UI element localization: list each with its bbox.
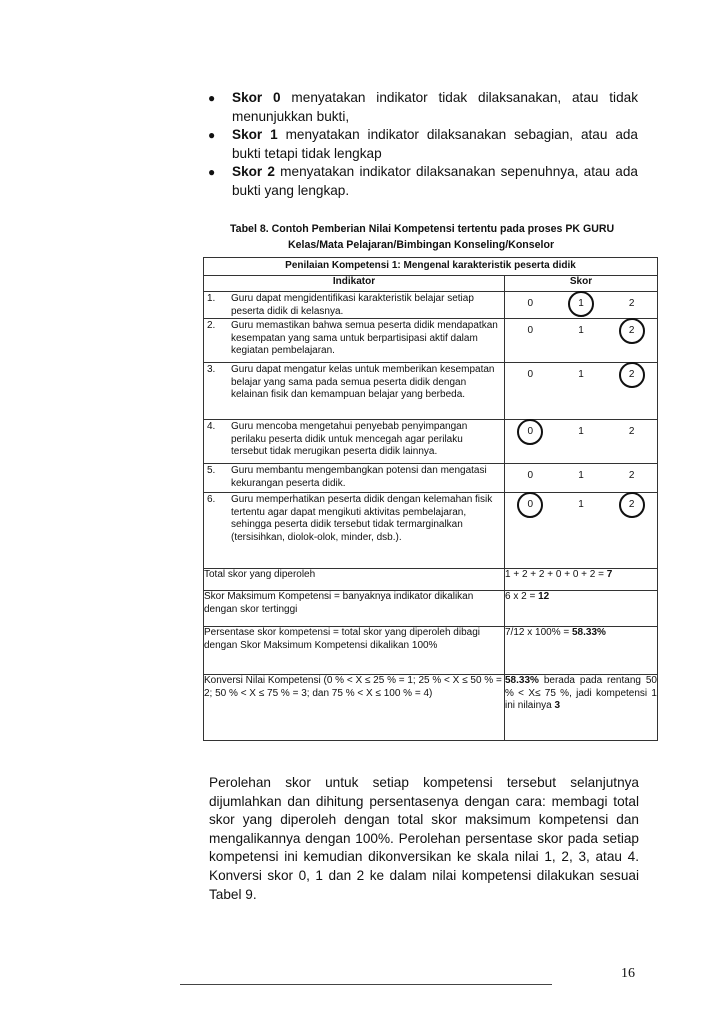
score-definitions-list bbox=[206, 89, 638, 200]
score-2: 2 bbox=[617, 499, 647, 512]
row-number: 1. bbox=[207, 293, 216, 304]
bullet-icon: ● bbox=[208, 91, 216, 105]
row-indicator: Guru dapat mengatur kelas untuk memberikan kesempatan belajar yang sama pada semua peserta didik dengan kelainan fisik dan kemampuan belajar yang berbeda. bbox=[231, 364, 495, 401]
summary-label: Konversi Nilai Kompetensi (0 % < X ≤ 25 % = 1; 25 % < X ≤ 50 % = 2; 50 % < X ≤ 75 % = 3; dan 75 % < X ≤ 100 % = 4) bbox=[204, 675, 505, 741]
score-1: 1 bbox=[578, 325, 584, 337]
score-label: Skor 2 bbox=[232, 164, 275, 179]
table-caption bbox=[230, 221, 630, 253]
row-number: 5. bbox=[207, 465, 216, 477]
row-indicator: Guru mencoba mengetahui penyebab penyimpangan perilaku peserta didik untuk mencegah agar perilaku tersebut tidak merugikan peserta didik lainnya. bbox=[231, 421, 468, 458]
score-label: Skor 1 bbox=[232, 127, 278, 142]
column-header-indikator: Indikator bbox=[204, 276, 505, 292]
list-item bbox=[206, 89, 638, 126]
score-label: Skor 0 bbox=[232, 90, 281, 105]
page-number: 16 bbox=[621, 966, 635, 981]
bullet-icon: ● bbox=[208, 128, 216, 142]
score-description: menyatakan indikator dilaksanakan sepenuhnya, atau ada bukti yang lengkap. bbox=[232, 164, 638, 198]
table-row bbox=[204, 420, 658, 464]
score-1: 1 bbox=[566, 298, 596, 311]
table-row bbox=[204, 292, 658, 319]
score-0: 0 bbox=[527, 470, 534, 482]
summary-row-total bbox=[204, 569, 658, 591]
list-item bbox=[206, 126, 638, 163]
table-row bbox=[204, 363, 658, 420]
summary-value: 1 + 2 + 2 + 0 + 0 + 2 = 7 bbox=[505, 569, 658, 591]
row-number: 4. bbox=[207, 421, 216, 433]
caption-line-1: Tabel 8. Contoh Pemberian Nilai Kompetensi tertentu pada proses PK GURU bbox=[230, 223, 615, 235]
row-number: 6. bbox=[207, 494, 216, 506]
caption-line-2: Kelas/Mata Pelajaran/Bimbingan Konseling/Konselor bbox=[288, 239, 555, 251]
summary-row-max bbox=[204, 591, 658, 627]
summary-value: 58.33% berada pada rentang 50 % < X≤ 75 %, jadi kompetensi 1 ini nilainya 3 bbox=[505, 675, 658, 741]
row-indicator: Guru memastikan bahwa semua peserta didik mendapatkan kesempatan yang sama untuk berpartisipasi aktif dalam kegiatan pembelajaran. bbox=[231, 320, 498, 357]
summary-label: Total skor yang diperoleh bbox=[204, 569, 505, 591]
circle-mark bbox=[517, 419, 543, 445]
body-paragraph: Perolehan skor untuk setiap kompetensi tersebut selanjutnya dijumlahkan dan dihitung persentasenya dengan cara: membagi total skor yang diperoleh dengan total skor maksimum kompetensi dan mengalikannya dengan 100%. Perolehan persentase skor pada setiap kompetensi ini kemudian dikonversikan ke skala nilai 1, 2, 3, atau 4. Konversi skor 0, 1 dan 2 ke dalam nilai kompetensi dilakukan sesuai Tabel 9. bbox=[209, 775, 639, 902]
competency-table bbox=[203, 257, 658, 741]
score-description: menyatakan indikator tidak dilaksanakan, atau tidak menunjukkan bukti, bbox=[232, 90, 638, 124]
summary-value: 6 x 2 = 12 bbox=[505, 591, 658, 627]
score-1: 1 bbox=[578, 426, 584, 438]
row-number: 3. bbox=[207, 364, 216, 376]
row-indicator: Guru membantu mengembangkan potensi dan mengatasi kekurangan peserta didik. bbox=[231, 465, 487, 489]
row-indicator: Guru memperhatikan peserta didik dengan kelemahan fisik tertentu agar dapat mengikuti aktivitas pembelajaran, sehingga peserta didik tersebut tidak termarginalkan (tersisihkan, diolok-olok, minder, dsb.). bbox=[231, 494, 493, 543]
bullet-icon: ● bbox=[208, 165, 216, 179]
summary-value: 7/12 x 100% = 58.33% bbox=[505, 627, 658, 675]
score-0: 0 bbox=[527, 369, 534, 381]
score-1: 1 bbox=[578, 470, 584, 482]
circle-mark bbox=[619, 318, 645, 344]
circle-mark bbox=[619, 362, 645, 388]
footer-divider bbox=[180, 984, 552, 985]
score-0: 0 bbox=[527, 325, 534, 337]
score-0: 0 bbox=[515, 499, 545, 512]
list-item bbox=[206, 163, 638, 200]
row-indicator: Guru dapat mengidentifikasi karakteristik belajar setiap peserta didik di kelasnya. bbox=[231, 293, 474, 317]
score-0: 0 bbox=[515, 426, 545, 439]
summary-row-percentage bbox=[204, 627, 658, 675]
summary-row-conversion bbox=[204, 675, 658, 741]
table-row bbox=[204, 493, 658, 569]
table-row bbox=[204, 319, 658, 363]
circle-mark bbox=[619, 492, 645, 518]
score-2: 2 bbox=[628, 470, 635, 482]
summary-label: Persentase skor kompetensi = total skor yang diperoleh dibagi dengan Skor Maksimum Kompetensi dikalikan 100% bbox=[204, 627, 505, 675]
score-2: 2 bbox=[628, 298, 635, 309]
row-number: 2. bbox=[207, 320, 216, 332]
table-row bbox=[204, 464, 658, 493]
score-2: 2 bbox=[628, 426, 635, 438]
score-0: 0 bbox=[527, 298, 534, 309]
score-1: 1 bbox=[578, 369, 584, 381]
score-1: 1 bbox=[578, 499, 584, 511]
circle-mark bbox=[517, 492, 543, 518]
score-2: 2 bbox=[617, 325, 647, 338]
score-description: menyatakan indikator dilaksanakan sebagian, atau ada bukti tetapi tidak lengkap bbox=[232, 127, 638, 161]
score-2: 2 bbox=[617, 369, 647, 382]
circle-mark bbox=[568, 291, 594, 317]
summary-label: Skor Maksimum Kompetensi = banyaknya indikator dikalikan dengan skor tertinggi bbox=[204, 591, 505, 627]
column-header-skor: Skor bbox=[505, 276, 658, 292]
table-title: Penilaian Kompetensi 1: Mengenal karakteristik peserta didik bbox=[204, 258, 658, 276]
